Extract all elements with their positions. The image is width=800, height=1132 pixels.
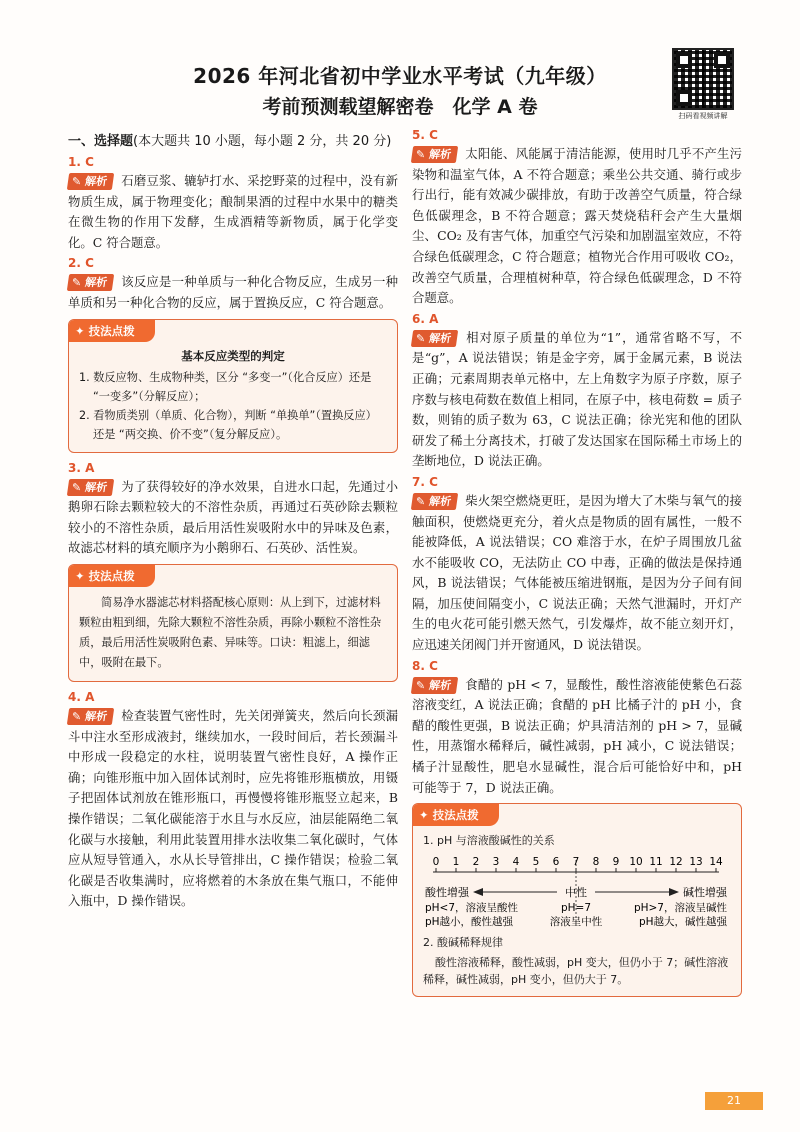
analysis-tag: ✎ 解析 — [67, 173, 114, 190]
right-arrow-icon — [669, 888, 679, 896]
question-5-answer: 5. C — [412, 128, 438, 142]
analysis-tag: ✎ 解析 — [411, 146, 458, 163]
question-3-answer: 3. A — [68, 460, 95, 475]
base-desc-2: pH越大，碱性越强 — [638, 916, 727, 929]
question-2-explanation: ✎ 解析 该反应是一种单质与一种化合物反应，生成另一种单质和另一种化合物的反应，属于置换反应，C 符合题意。 — [68, 274, 398, 310]
tip-item: 2. 看物质类别（单质、化合物），判断 “单换单”（置换反应）还是 “两交换、价不变”（复分解反应）。 — [79, 408, 377, 441]
question-8-answer: 8. C — [412, 658, 438, 673]
base-label: 碱性增强 — [683, 886, 727, 900]
analysis-tag: ✎ 解析 — [67, 274, 114, 291]
acid-desc-2: pH越小，酸性越强 — [425, 916, 514, 929]
question-8-explanation: ✎ 解析 食醋的 pH < 7，显酸性，酸性溶液能使紫色石蕊溶液变红，A 说法正确；食醋的 pH 比橘子汁的 pH 小，食醋的酸性更强，B 说法正确；炉具清洁剂的 pH > 7，显碱性，用蒸馏水稀释后，碱性减弱，pH 减小，C 说法错误；橘子汁显酸性，肥皂水显碱性，混合后可能恰好中和，pH 可能等于 7，D 说法正确。 — [412, 676, 742, 795]
tip-body: 简易净水器滤芯材料搭配核心原则：从上到下，过滤材料颗粒由粗到细，先除大颗粒不溶性杂质，再除小颗粒不溶性杂质，最后用活性炭吸附色素、异味等。口诀：粗滤上，细滤中，吸附在最下。 — [79, 595, 382, 669]
page-title: 2026 年河北省初中学业水平考试（九年级） — [193, 64, 607, 88]
neutral-desc-1: pH=7 — [560, 902, 592, 915]
ph-relation-title: 1. pH 与溶液酸碱性的关系 — [423, 834, 555, 848]
ph-tick-label: 13 — [689, 856, 703, 869]
neutral-desc-2: 溶液呈中性 — [549, 916, 603, 929]
acid-desc-1: pH<7，溶液呈酸性 — [425, 902, 519, 915]
base-desc-1: pH>7，溶液呈碱性 — [633, 902, 727, 915]
ph-tick-label: 2 — [472, 856, 480, 869]
section-heading — [68, 130, 398, 149]
ph-tick-label: 8 — [592, 856, 600, 869]
left-arrow-icon — [473, 888, 483, 896]
neutral-label: 中性 — [565, 886, 587, 900]
pen-icon: ✎ — [416, 148, 426, 161]
pen-icon: ✎ — [416, 494, 426, 508]
acid-label: 酸性增强 — [425, 886, 469, 900]
pen-icon: ✎ — [72, 175, 82, 188]
ph-tick-label: 5 — [532, 856, 540, 869]
qr-caption: 扫码看视频讲解 — [678, 112, 728, 120]
pen-icon: ✎ — [72, 480, 82, 494]
question-1-answer: 1. C — [68, 155, 94, 169]
analysis-tag: ✎ 解析 — [411, 330, 458, 347]
ph-tick-label: 9 — [612, 856, 620, 869]
ph-tick-label: 12 — [669, 856, 683, 869]
ph-tick-label: 11 — [649, 856, 663, 869]
question-6-explanation: ✎ 解析 相对原子质量的单位为“1”，通常省略不写，不是“g”，A 说法错误；铕是金字旁，属于金属元素，B 说法正确；元素周期表单元格中，左上角数字为原子序数，原子序数与核电荷数在数值上相同，在原子中，核电荷数 = 质子数，则铕的质子数为 63，C 说法正确；徐光宪和他的团队研发了稀土分离技术，打破了发达国家在国际稀土市场上的垄断地位，D 说法正确。 — [412, 329, 742, 469]
page-subtitle: 考前预测载望解密卷 化学 A 卷 — [262, 96, 538, 118]
pen-icon: ✎ — [72, 709, 82, 723]
qr-code-icon[interactable] — [672, 48, 734, 110]
question-1-explanation: ✎ 解析 石磨豆浆、辘轳打水、采挖野菜的过程中，没有新物质生成，属于物理变化；酿制果酒的过程中水果中的糖类在微生物的作用下发酵，生成酒精等新物质，属于化学变化。C 符合题意。 — [68, 173, 398, 250]
left-column — [68, 130, 398, 912]
ph-tick-label: 6 — [552, 856, 560, 869]
question-4-explanation: ✎ 解析 检查装置气密性时，先关闭弹簧夹，然后向长颈漏斗中注水至形成液封，继续加水，一段时间后，若长颈漏斗中形成一段稳定的水柱，说明装置气密性良好，A 操作正确；向锥形瓶中加入固体试剂时，应先将锥形瓶横放，用镊子把固体试剂放在锥形瓶口，再慢慢将锥形瓶竖立起来，B 操作错误；二氧化碳能溶于水且与水反应，油层能隔绝二氧化碳与水接触，利用此装置用排水法收集二氧化碳时，气体应从短导管通入，水从长导管排出，C 操作错误；检验二氧化碳是否收集满时，应将燃着的木条放在集气瓶口，不能伸入瓶中，D 操作错误。 — [68, 707, 398, 909]
ph-tick-label: 7 — [572, 856, 580, 869]
tip-body — [79, 368, 387, 444]
ph-tick-label: 4 — [512, 856, 520, 869]
analysis-tag: ✎ 解析 — [411, 677, 458, 694]
right-column — [412, 128, 742, 1005]
tip-box-ph — [412, 803, 742, 997]
analysis-tag: ✎ 解析 — [67, 479, 114, 496]
tip-box-water-filter — [68, 564, 398, 682]
analysis-tag: ✎ 解析 — [411, 493, 458, 510]
dilution-rule-title: 2. 酸碱稀释规律 — [423, 936, 503, 950]
tip-item: 1. 数反应物、生成物种类，区分 “多变一”（化合反应）还是 “一变多”（分解反应）； — [79, 370, 372, 403]
section-heading-note: (本大题共 10 小题，每小题 2 分，共 20 分) — [133, 134, 392, 149]
tip-title: 基本反应类型的判定 — [181, 348, 285, 363]
ph-tick-label: 1 — [452, 856, 460, 869]
ph-tick-label: 10 — [629, 856, 643, 869]
tip-header: ✦ 技法点拨 — [69, 565, 155, 587]
question-6-answer: 6. A — [412, 311, 439, 326]
tip-header: ✦ 技法点拨 — [69, 320, 155, 342]
question-3-explanation: ✎ 解析 为了获得较好的净水效果，自进水口起，先通过小鹅卵石除去颗粒较大的不溶性杂质，再通过石英砂除去颗粒较小的不溶性杂质，最后用活性炭吸附水中的异味及色素，故滤芯材料的填充顺序为小鹅卵石、石英砂、活性炭。 — [68, 478, 398, 556]
ph-tick-label: 14 — [709, 856, 723, 869]
pen-icon: ✎ — [72, 276, 82, 290]
tip-box-reaction-types — [68, 319, 398, 453]
question-5-explanation: ✎ 解析 太阳能、风能属于清洁能源，使用时几乎不产生污染物和温室气体，A 不符合题意；乘坐公共交通、骑行或步行出行，能有效减少碳排放，有助于改善空气质量，符合绿色低碳理念，B 不符合题意；露天焚烧秸秆会产生大量烟尘、CO₂ 及有害气体，加重空气污染和加剧温室效应，不符合绿色低碳理念，C 符合题意；植物光合作用可吸收 CO₂，改善空气质量，合理植树种草，符合绿色低碳理念，D 不符合题意。 — [412, 146, 742, 306]
question-7-answer: 7. C — [412, 474, 438, 489]
question-2-answer: 2. C — [68, 256, 94, 271]
tip-header: ✦ 技法点拨 — [413, 804, 499, 826]
question-4-answer: 4. A — [68, 689, 95, 704]
ph-tick-label: 0 — [432, 856, 440, 869]
analysis-tag: ✎ 解析 — [67, 708, 114, 725]
page-number: 21 — [705, 1092, 763, 1110]
pen-icon: ✎ — [416, 331, 426, 345]
section-heading-bold: 一、选择题 — [68, 134, 134, 149]
ph-tick-label: 3 — [492, 856, 500, 869]
ph-scale-diagram — [423, 852, 729, 930]
pen-icon: ✎ — [416, 678, 426, 692]
dilution-rule-text: 酸性溶液稀释，酸性减弱，pH 变大，但仍小于 7；碱性溶液稀释，碱性减弱，pH 变小，但仍大于 7。 — [423, 956, 729, 987]
question-7-explanation: ✎ 解析 柴火架空燃烧更旺，是因为增大了木柴与氧气的接触面积，使燃烧更充分，着火点是物质的固有属性，一般不能被降低，A 说法错误；CO 难溶于水，在炉子周围放几盆水不能吸收 CO，无法防止 CO 中毒，正确的做法是保持通风，B 说法错误；气体能被压缩进钢瓶，是因为分子间有间隔，加压使间隔变小，C 说法正确；天然气泄漏时，开灯产生的电火花可能引燃天然气，引发爆炸，故不能立刻开灯，应迅速关闭阀门并开窗通风，D 说法错误。 — [412, 492, 742, 653]
